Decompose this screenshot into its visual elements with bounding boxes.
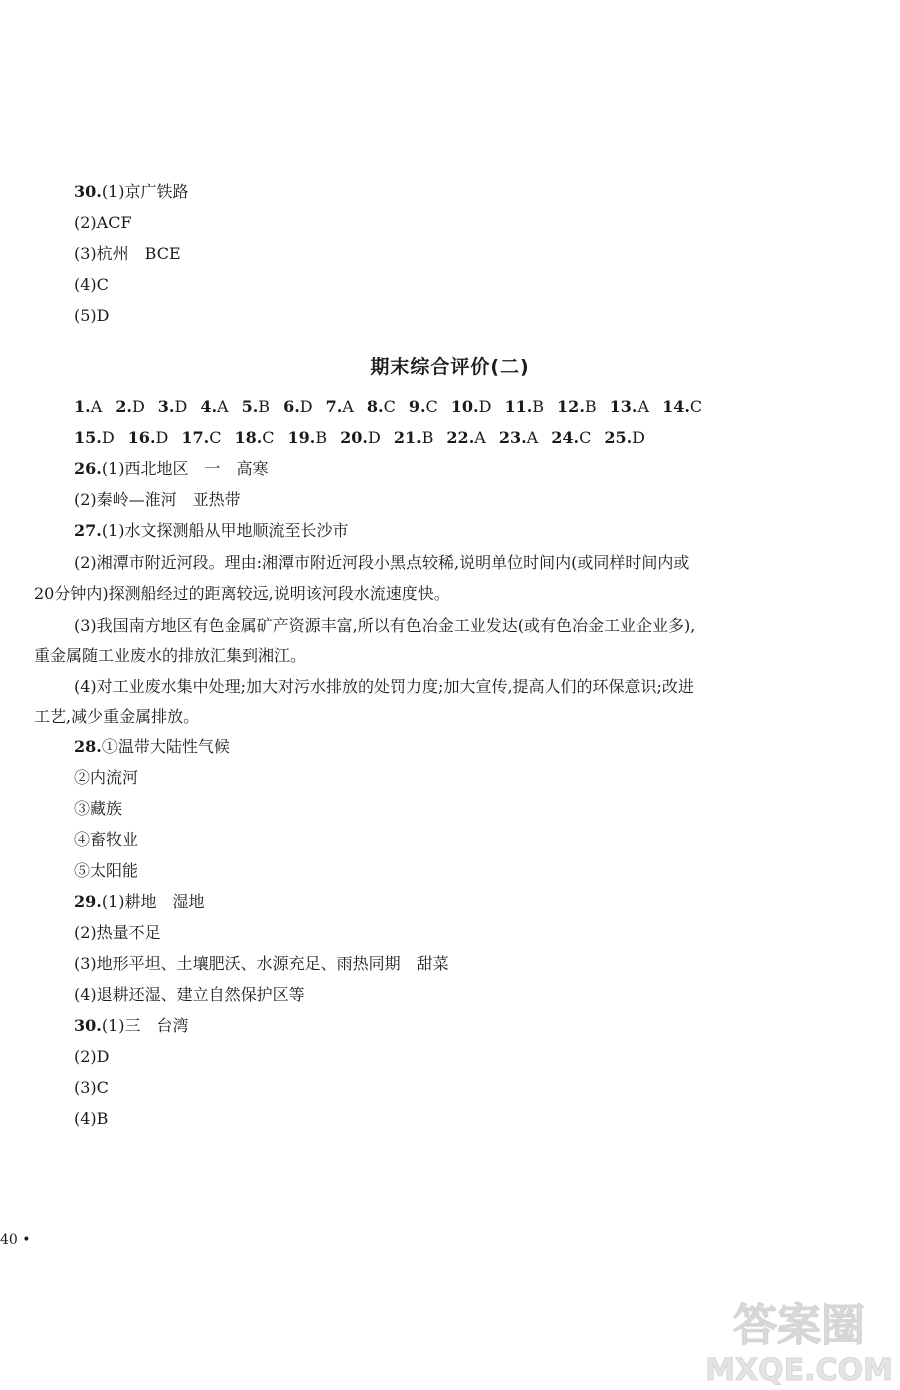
watermark-logo [704, 1294, 894, 1386]
q30b-line1: 30.(1)三 台湾 [74, 1016, 189, 1035]
q27-line4b: 工艺,减少重金属排放。 [34, 707, 200, 726]
q30a-line1: 30.(1)京广铁路 [74, 182, 189, 201]
mc-row-1-item: 2.D [115, 397, 145, 416]
mc-row-1-item: 14.C [662, 397, 703, 416]
q30b-line2: (2)D [74, 1047, 110, 1066]
mc-row-1-item: 5.B [241, 397, 271, 416]
mc-row-1-item: 10.D [450, 397, 492, 416]
q27-line3b: 重金属随工业废水的排放汇集到湘江。 [34, 646, 307, 665]
section-title: 期末综合评价(二) [370, 356, 530, 378]
q27-line2a: (2)湘潭市附近河段。理由:湘潭市附近河段小黑点较稀,说明单位时间内(或同样时间内或 [74, 553, 690, 572]
mc-row-2-item: 21.B [393, 428, 434, 447]
q28-line5: ⑤太阳能 [74, 861, 139, 880]
q26-line2: (2)秦岭—淮河 亚热带 [74, 490, 241, 509]
mc-row-1-item: 3.D [157, 397, 188, 416]
q27-line2b: 20分钟内)探测船经过的距离较远,说明该河段水流速度快。 [34, 584, 450, 603]
q29-line1: 29.(1)耕地 湿地 [74, 892, 205, 911]
q30a-line4: (4)C [74, 275, 109, 294]
q27-line1: 27.(1)水文探测船从甲地顺流至长沙市 [74, 521, 349, 540]
q28-line4: ④畜牧业 [74, 830, 139, 849]
q29-line3: (3)地形平坦、土壤肥沃、水源充足、雨热同期 甜菜 [74, 954, 449, 973]
mc-row-2-item: 22.A [446, 428, 486, 447]
mc-row-2-item: 17.C [181, 428, 222, 447]
q30a-line2: (2)ACF [74, 213, 132, 232]
q28-line3: ③藏族 [74, 799, 123, 818]
mc-row-1-item: 1.A [74, 397, 103, 416]
q28-line1: 28.①温带大陆性气候 [74, 737, 230, 756]
mc-row-2 [74, 428, 658, 448]
mc-row-2-item: 20.D [340, 428, 381, 447]
watermark-top-text: 答案圈 [733, 1300, 865, 1351]
mc-row-2-item: 16.D [127, 428, 169, 447]
q30b-line4: (4)B [74, 1109, 109, 1128]
mc-row-1-item: 11.B [504, 397, 545, 416]
q30a-line5: (5)D [74, 306, 110, 325]
q26-line1: 26.(1)西北地区 一 高寒 [74, 459, 269, 478]
mc-row-1-item: 13.A [609, 397, 650, 416]
watermark-bottom-text: MXQE.COM [705, 1353, 893, 1386]
mc-row-2-item: 23.A [498, 428, 539, 447]
mc-row-2-item: 25.D [604, 428, 645, 447]
mc-row-1-item: 12.B [557, 397, 597, 416]
page-number: 40 • [0, 1232, 31, 1248]
q27-line3a: (3)我国南方地区有色金属矿产资源丰富,所以有色冶金工业发达(或有色冶金工业企业多), [74, 616, 696, 635]
mc-row-1 [74, 397, 715, 417]
q29-line4: (4)退耕还湿、建立自然保护区等 [74, 985, 305, 1004]
mc-row-1-item: 8.C [366, 397, 396, 416]
mc-row-1-item: 7.A [325, 397, 354, 416]
mc-row-1-item: 9.C [408, 397, 438, 416]
mc-row-2-item: 24.C [551, 428, 592, 447]
mc-row-2-item: 19.B [287, 428, 328, 447]
mc-row-2-item: 18.C [234, 428, 275, 447]
q28-line2: ②内流河 [74, 768, 139, 787]
q29-line2: (2)热量不足 [74, 923, 161, 942]
mc-row-2-item: 15.D [74, 428, 115, 447]
mc-row-1-item: 4.A [200, 397, 229, 416]
q30b-line3: (3)C [74, 1078, 109, 1097]
q30a-line3: (3)杭州 BCE [74, 244, 181, 263]
q27-line4a: (4)对工业废水集中处理;加大对污水排放的处罚力度;加大宣传,提高人们的环保意识;改进 [74, 677, 694, 696]
mc-row-1-item: 6.D [283, 397, 313, 416]
